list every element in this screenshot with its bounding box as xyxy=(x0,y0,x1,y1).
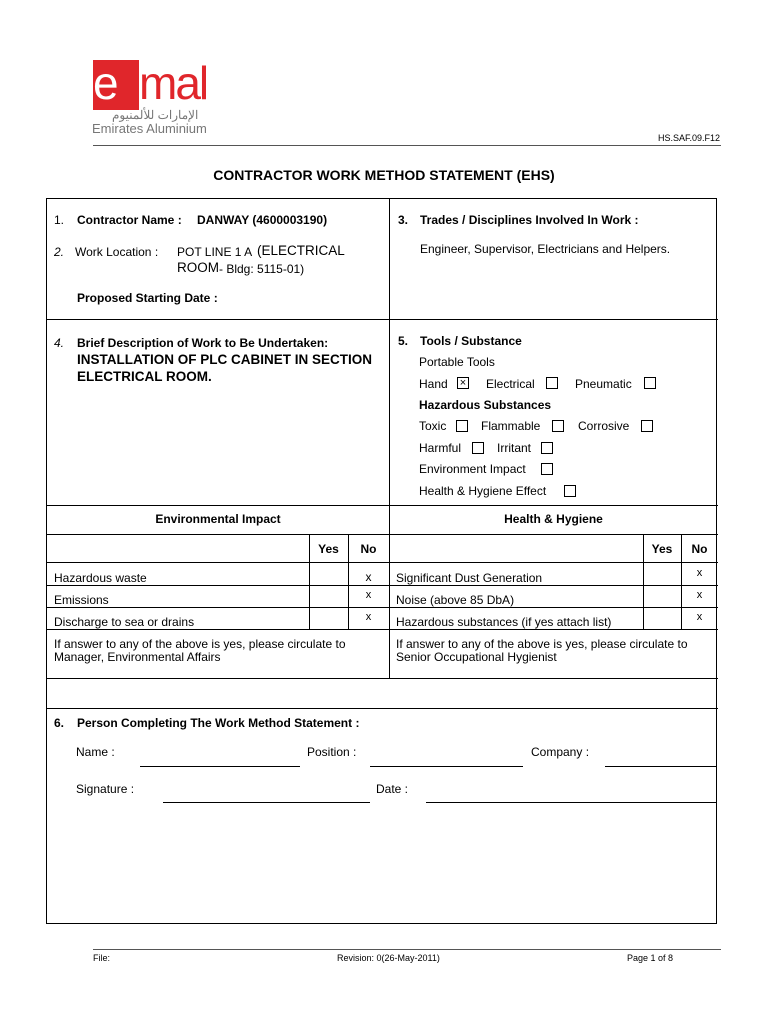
person-completing-label: Person Completing The Work Method Statement : xyxy=(77,716,360,730)
irritant-label: Irritant xyxy=(497,441,532,455)
hazardous-substances-label: Hazardous Substances xyxy=(419,398,552,412)
header-divider xyxy=(93,145,721,146)
work-location-value-a: POT LINE 1 A xyxy=(177,245,253,259)
section-1-number: 1. xyxy=(54,213,65,227)
section-4-number: 4. xyxy=(54,336,65,350)
hand-label: Hand xyxy=(419,377,448,391)
contractor-name-value: DANWAY (4600003190) xyxy=(197,213,328,227)
name-label: Name : xyxy=(76,745,115,759)
environment-impact-checkbox[interactable] xyxy=(541,463,553,475)
row-divider-6 xyxy=(47,607,718,608)
logo-english-text: Emirates Aluminium xyxy=(92,121,207,136)
row-divider-1 xyxy=(47,319,718,320)
env-circulate-note-1: If answer to any of the above is yes, please circulate to xyxy=(54,637,346,651)
env-row-no-mark: x xyxy=(365,570,372,584)
health-no-header: No xyxy=(691,542,708,556)
position-label: Position : xyxy=(307,745,357,759)
signature-field[interactable] xyxy=(163,802,370,803)
health-circulate-note-1: If answer to any of the above is yes, please circulate to xyxy=(396,637,688,651)
health-hygiene-header: Health & Hygiene xyxy=(504,512,603,526)
env-row-label: Emissions xyxy=(54,593,109,607)
env-yes-header: Yes xyxy=(318,542,339,556)
section-5-number: 5. xyxy=(398,334,409,348)
work-location-label: Work Location : xyxy=(75,245,159,259)
electrical-checkbox[interactable] xyxy=(546,377,558,389)
logo-wordmark: mal xyxy=(139,57,208,109)
trades-label: Trades / Disciplines Involved In Work : xyxy=(420,213,639,227)
health-row-label: Noise (above 85 DbA) xyxy=(396,593,515,607)
form-frame xyxy=(46,198,717,924)
work-description-line-1: INSTALLATION OF PLC CABINET IN SECTION xyxy=(77,352,372,367)
row-divider-2 xyxy=(47,505,718,506)
company-label: Company : xyxy=(531,745,590,759)
footer-page-number: Page 1 of 8 xyxy=(627,953,674,963)
electrical-label: Electrical xyxy=(486,377,535,391)
row-divider-4 xyxy=(47,562,718,563)
health-row-no-mark: x xyxy=(696,589,703,601)
footer-divider xyxy=(93,949,721,950)
row-divider-3 xyxy=(47,534,718,535)
corrosive-label: Corrosive xyxy=(578,419,630,433)
trades-value: Engineer, Supervisor, Electricians and Helpers. xyxy=(420,242,671,256)
health-row-label: Hazardous substances (if yes attach list) xyxy=(396,615,612,629)
health-row-no-mark: x xyxy=(696,567,703,579)
section-3-number: 3. xyxy=(398,213,409,227)
pneumatic-label: Pneumatic xyxy=(575,377,632,391)
column-divider-impact xyxy=(389,505,390,679)
name-field[interactable] xyxy=(140,766,300,767)
flammable-checkbox[interactable] xyxy=(552,420,564,432)
date-label: Date : xyxy=(376,782,409,796)
health-yes-header: Yes xyxy=(651,542,673,556)
irritant-checkbox[interactable] xyxy=(541,442,553,454)
health-row-label: Significant Dust Generation xyxy=(396,571,543,585)
row-divider-9 xyxy=(47,708,718,709)
env-row-no-mark: x xyxy=(365,589,372,601)
tools-label: Tools / Substance xyxy=(420,334,522,348)
toxic-label: Toxic xyxy=(419,419,447,433)
pneumatic-checkbox[interactable] xyxy=(644,377,656,389)
portable-tools-label: Portable Tools xyxy=(419,355,495,369)
section-2-number: 2. xyxy=(54,245,65,259)
harmful-checkbox[interactable] xyxy=(472,442,484,454)
logo-letter-e: e xyxy=(93,57,118,109)
work-location-value-d: - Bldg: 5115-01) xyxy=(219,262,305,276)
contractor-name-label: Contractor Name : xyxy=(77,213,182,227)
row-divider-7 xyxy=(47,629,718,630)
health-hygiene-effect-checkbox[interactable] xyxy=(564,485,576,497)
work-location-value-c: ROOM xyxy=(177,260,219,275)
env-circulate-note-2: Manager, Environmental Affairs xyxy=(54,650,221,664)
health-hygiene-effect-label: Health & Hygiene Effect xyxy=(419,484,547,498)
hand-checkbox[interactable]: × xyxy=(457,377,469,389)
health-circulate-note-2: Senior Occupational Hygienist xyxy=(396,650,557,664)
flammable-label: Flammable xyxy=(481,419,541,433)
work-description-line-2: ELECTRICAL ROOM. xyxy=(77,369,212,384)
work-location-value-b: (ELECTRICAL xyxy=(257,243,345,258)
footer-file: File: xyxy=(93,953,111,963)
env-row-label: Discharge to sea or drains xyxy=(54,615,195,629)
footer-revision: Revision: 0(26-May-2011) xyxy=(337,953,440,963)
env-no-header: No xyxy=(360,542,377,556)
environmental-impact-header: Environmental Impact xyxy=(155,512,281,526)
work-description-label: Brief Description of Work to Be Undertaken: xyxy=(77,336,329,350)
signature-label: Signature : xyxy=(76,782,135,796)
position-field[interactable] xyxy=(370,766,523,767)
harmful-label: Harmful xyxy=(419,441,462,455)
proposed-start-date-label: Proposed Starting Date : xyxy=(77,291,218,305)
env-row-no-mark: x xyxy=(365,611,372,623)
health-row-no-mark: x xyxy=(696,611,703,623)
document-reference: HS.SAF.09.F12 xyxy=(657,133,720,143)
logo-arabic-text: الإمارات للألمنيوم xyxy=(112,108,199,122)
environment-impact-label: Environment Impact xyxy=(419,462,526,476)
date-field[interactable] xyxy=(426,802,717,803)
column-divider-top xyxy=(389,199,390,506)
env-row-label: Hazardous waste xyxy=(54,571,147,585)
corrosive-checkbox[interactable] xyxy=(641,420,653,432)
section-6-number: 6. xyxy=(54,716,65,730)
page-title: CONTRACTOR WORK METHOD STATEMENT (EHS) xyxy=(213,167,555,183)
row-divider-8 xyxy=(47,678,718,679)
toxic-checkbox[interactable] xyxy=(456,420,468,432)
company-field[interactable] xyxy=(605,766,717,767)
row-divider-5 xyxy=(47,585,718,586)
